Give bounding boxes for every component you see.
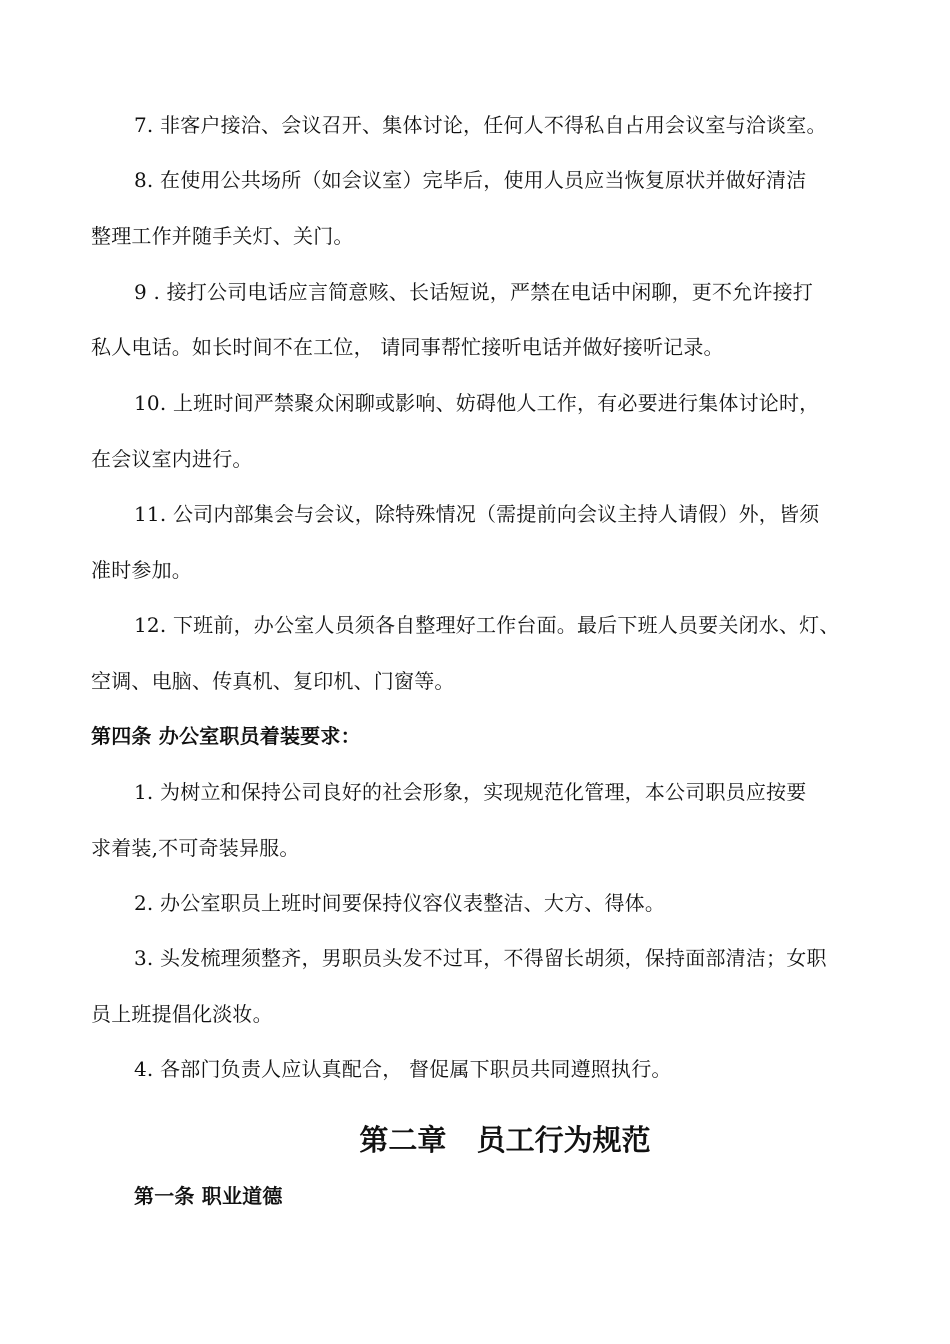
article-4-heading: 第四条 办公室职员着装要求： [91, 724, 361, 748]
chapter-title: 第二章 员工行为规范 [359, 1123, 651, 1157]
paragraph-line-12a: 12. 下班前，办公室人员须各自整理好工作台面。最后下班人员要关闭水、灯、 [134, 613, 840, 637]
article-4-line-1a: 1. 为树立和保持公司良好的社会形象，实现规范化管理，本公司职员应按要 [134, 780, 807, 804]
article-4-line-3b: 员上班提倡化淡妆。 [91, 1002, 273, 1026]
paragraph-line-8a: 8. 在使用公共场所（如会议室）完毕后，使用人员应当恢复原状并做好清洁 [134, 168, 807, 192]
paragraph-line-9a: 9 . 接打公司电话应言简意赅、长话短说，严禁在电话中闲聊，更不允许接打 [134, 280, 813, 304]
paragraph-line-10a: 10. 上班时间严禁聚众闲聊或影响、妨碍他人工作，有必要进行集体讨论时， [134, 391, 820, 415]
article-4-line-2: 2. 办公室职员上班时间要保持仪容仪表整洁、大方、得体。 [134, 891, 666, 915]
paragraph-line-9b: 私人电话。如长时间不在工位， 请同事帮忙接听电话并做好接听记录。 [91, 335, 724, 359]
section-heading: 第一条 职业道德 [134, 1184, 283, 1208]
paragraph-line-7: 7. 非客户接洽、会议召开、集体讨论，任何人不得私自占用会议室与洽谈室。 [134, 113, 827, 137]
paragraph-line-10b: 在会议室内进行。 [91, 447, 253, 471]
paragraph-line-8b: 整理工作并随手关灯、关门。 [91, 224, 354, 248]
article-4-line-1b: 求着装,不可奇装异服。 [91, 836, 300, 860]
paragraph-line-11b: 准时参加。 [91, 558, 192, 582]
article-4-line-3a: 3. 头发梳理须整齐，男职员头发不过耳，不得留长胡须，保持面部清洁；女职 [134, 946, 827, 970]
paragraph-line-11a: 11. 公司内部集会与会议，除特殊情况（需提前向会议主持人请假）外，皆须 [134, 502, 820, 526]
article-4-line-4: 4. 各部门负责人应认真配合， 督促属下职员共同遵照执行。 [134, 1057, 672, 1081]
paragraph-line-12b: 空调、电脑、传真机、复印机、门窗等。 [91, 669, 455, 693]
